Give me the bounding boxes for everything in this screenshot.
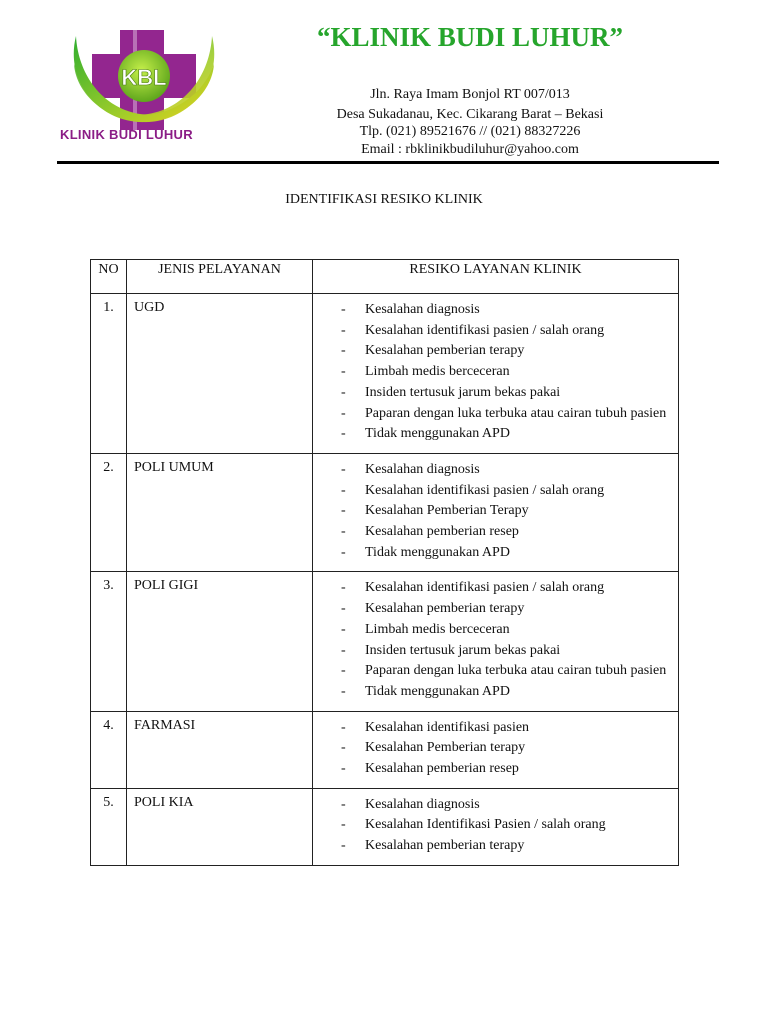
risk-item bbox=[341, 362, 670, 383]
risk-bullet: - bbox=[341, 461, 346, 477]
risk-item bbox=[341, 836, 670, 857]
risk-bullet: - bbox=[341, 663, 346, 679]
header-no: NO bbox=[91, 260, 127, 294]
risk-bullet: - bbox=[341, 426, 346, 442]
risk-text: Kesalahan diagnosis bbox=[365, 461, 480, 477]
risk-list bbox=[313, 454, 678, 572]
risk-text: Kesalahan diagnosis bbox=[365, 302, 480, 317]
risk-text: Limbah medis berceceran bbox=[365, 364, 510, 380]
row-number: 3. bbox=[91, 572, 127, 711]
risk-text: Kesalahan diagnosis bbox=[365, 796, 480, 812]
risk-bullet: - bbox=[341, 796, 346, 812]
risk-item bbox=[341, 300, 670, 321]
risk-bullet: - bbox=[341, 838, 346, 854]
risk-text: Kesalahan identifikasi pasien bbox=[365, 719, 530, 735]
service-name: POLI UMUM bbox=[127, 453, 313, 572]
risk-cell bbox=[313, 294, 679, 454]
risk-bullet: - bbox=[341, 740, 346, 756]
phone-line: Tlp. (021) 89521676 // (021) 88327226 bbox=[359, 124, 581, 139]
risk-cell bbox=[313, 711, 679, 788]
risk-text: Kesalahan pemberian resep bbox=[365, 524, 519, 540]
risk-item bbox=[341, 795, 670, 816]
clinic-name: “KLINIK BUDI LUHUR” bbox=[316, 22, 624, 52]
risk-item bbox=[341, 620, 670, 641]
risk-text: Paparan dengan luka terbuka atau cairan tubuh pasien bbox=[365, 405, 667, 421]
risk-bullet: - bbox=[341, 761, 346, 777]
row-number: 1. bbox=[91, 294, 127, 454]
risk-item bbox=[341, 404, 670, 425]
risk-bullet: - bbox=[341, 384, 346, 400]
risk-bullet: - bbox=[341, 343, 346, 359]
table-row bbox=[91, 788, 679, 865]
service-name: POLI KIA bbox=[127, 788, 313, 865]
risk-bullet: - bbox=[341, 621, 346, 637]
risk-cell bbox=[313, 453, 679, 572]
risk-list bbox=[313, 572, 678, 710]
risk-item bbox=[341, 460, 670, 481]
service-name: UGD bbox=[127, 294, 313, 454]
risk-list bbox=[313, 789, 678, 865]
risk-bullet: - bbox=[341, 302, 346, 317]
risk-text: Kesalahan Pemberian Terapy bbox=[365, 503, 529, 519]
risk-item bbox=[341, 383, 670, 404]
risk-text: Kesalahan identifikasi pasien / salah orang bbox=[365, 580, 605, 596]
risk-bullet: - bbox=[341, 544, 346, 560]
risk-text: Kesalahan Pemberian terapy bbox=[365, 740, 526, 756]
risk-item bbox=[341, 543, 670, 564]
risk-text: Tidak menggunakan APD bbox=[365, 683, 510, 699]
risk-item bbox=[341, 321, 670, 342]
service-name: POLI GIGI bbox=[127, 572, 313, 711]
risk-text: Kesalahan pemberian terapy bbox=[365, 343, 525, 359]
row-number: 2. bbox=[91, 453, 127, 572]
table-row bbox=[91, 711, 679, 788]
risk-text: Kesalahan Identifikasi Pasien / salah orang bbox=[365, 817, 606, 833]
logo-caption: KLINIK BUDI LUHUR bbox=[60, 127, 193, 142]
risk-item bbox=[341, 759, 670, 780]
row-number: 5. bbox=[91, 788, 127, 865]
table-row bbox=[91, 294, 679, 454]
risk-bullet: - bbox=[341, 580, 346, 596]
table-row bbox=[91, 453, 679, 572]
address-line-1: Jln. Raya Imam Bonjol RT 007/013 bbox=[370, 87, 570, 102]
risk-item bbox=[341, 738, 670, 759]
risk-text: Tidak menggunakan APD bbox=[365, 544, 510, 560]
risk-item bbox=[341, 599, 670, 620]
service-name: FARMASI bbox=[127, 711, 313, 788]
risk-cell bbox=[313, 788, 679, 865]
table-header-row bbox=[91, 260, 679, 294]
risk-bullet: - bbox=[341, 364, 346, 380]
risk-text: Kesalahan pemberian terapy bbox=[365, 838, 525, 854]
risk-list bbox=[313, 294, 678, 453]
risk-item bbox=[341, 661, 670, 682]
risk-text: Insiden tertusuk jarum bekas pakai bbox=[365, 642, 561, 658]
risk-list bbox=[313, 712, 678, 788]
risk-bullet: - bbox=[341, 642, 346, 658]
risk-text: Kesalahan pemberian resep bbox=[365, 761, 519, 777]
risk-item bbox=[341, 718, 670, 739]
risk-item bbox=[341, 522, 670, 543]
risk-bullet: - bbox=[341, 601, 346, 617]
logo-badge-text: KBL bbox=[121, 65, 167, 90]
header-jenis-pelayanan: JENIS PELAYANAN bbox=[127, 260, 313, 294]
risk-item bbox=[341, 501, 670, 522]
risk-item bbox=[341, 578, 670, 599]
risk-item bbox=[341, 682, 670, 703]
risk-text: Kesalahan identifikasi pasien / salah orang bbox=[365, 322, 605, 338]
risk-table bbox=[90, 259, 679, 866]
risk-bullet: - bbox=[341, 817, 346, 833]
risk-bullet: - bbox=[341, 482, 346, 498]
risk-bullet: - bbox=[341, 524, 346, 540]
risk-text: Tidak menggunakan APD bbox=[365, 426, 510, 442]
email-line: Email : rbklinikbudiluhur@yahoo.com bbox=[361, 142, 579, 157]
header-divider bbox=[57, 161, 719, 164]
risk-text: Insiden tertusuk jarum bekas pakai bbox=[365, 384, 561, 400]
table-row bbox=[91, 572, 679, 711]
risk-text: Kesalahan identifikasi pasien / salah orang bbox=[365, 482, 605, 498]
risk-bullet: - bbox=[341, 503, 346, 519]
risk-text: Kesalahan pemberian terapy bbox=[365, 601, 525, 617]
document-title: IDENTIFIKASI RESIKO KLINIK bbox=[285, 192, 483, 207]
risk-item bbox=[341, 424, 670, 445]
risk-item bbox=[341, 641, 670, 662]
address-line-2: Desa Sukadanau, Kec. Cikarang Barat – Bekasi bbox=[336, 107, 604, 122]
risk-text: Limbah medis berceceran bbox=[365, 621, 510, 637]
risk-text: Paparan dengan luka terbuka atau cairan tubuh pasien bbox=[365, 663, 667, 679]
risk-item bbox=[341, 341, 670, 362]
row-number: 4. bbox=[91, 711, 127, 788]
risk-item bbox=[341, 815, 670, 836]
risk-bullet: - bbox=[341, 683, 346, 699]
risk-item bbox=[341, 481, 670, 502]
risk-bullet: - bbox=[341, 719, 346, 735]
risk-bullet: - bbox=[341, 322, 346, 338]
risk-bullet: - bbox=[341, 405, 346, 421]
header-resiko: RESIKO LAYANAN KLINIK bbox=[313, 260, 679, 294]
risk-cell bbox=[313, 572, 679, 711]
